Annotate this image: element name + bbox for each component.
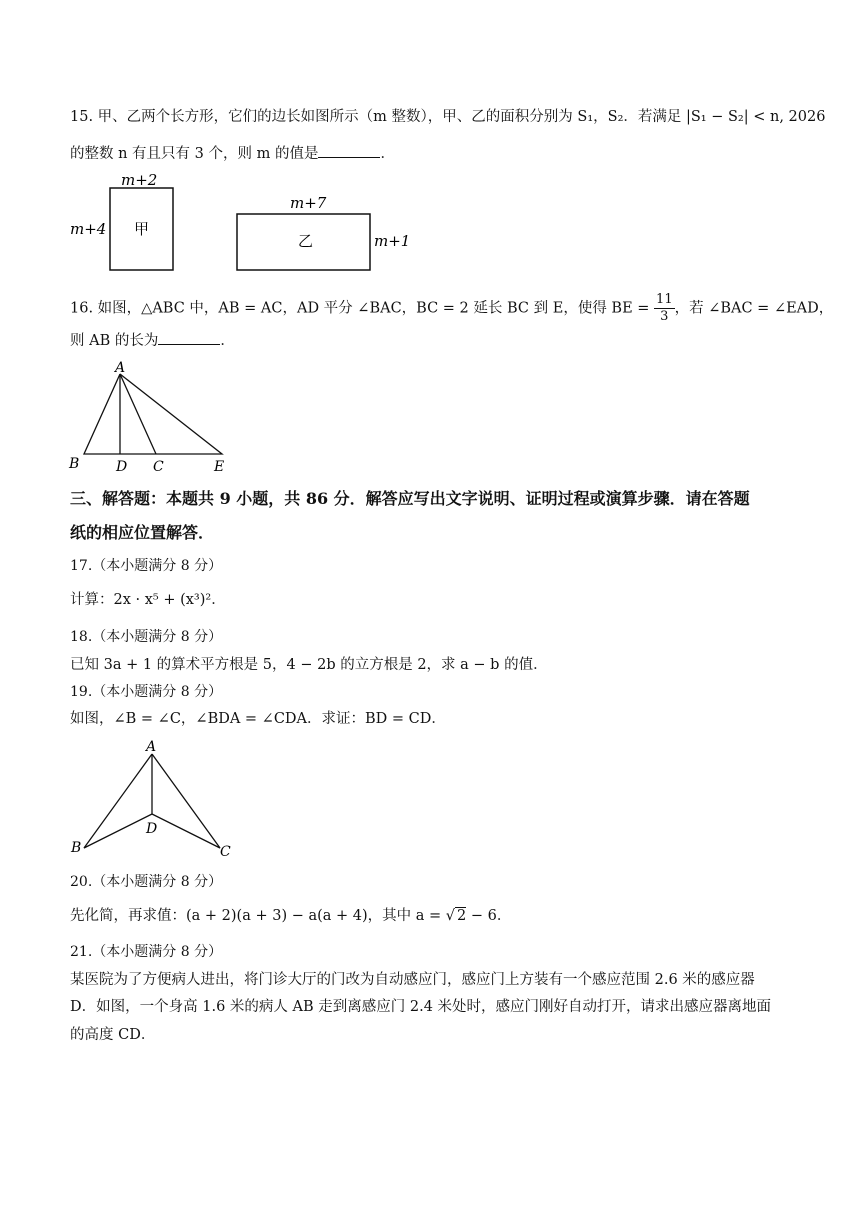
point-c-label: C xyxy=(220,844,231,860)
q20-heading: 20.（本小题满分 8 分） xyxy=(70,874,223,890)
q17-heading: 17.（本小题满分 8 分） xyxy=(70,558,223,574)
q19-body: 如图，∠B = ∠C，∠BDA = ∠CDA．求证：BD = CD． xyxy=(70,711,446,727)
q15-answer-blank xyxy=(318,143,380,158)
q19-figure xyxy=(66,738,246,862)
yi-top-label: m+7 xyxy=(290,194,327,212)
q16-line2-end: ． xyxy=(220,333,235,349)
q16-answer-blank xyxy=(158,330,220,345)
point-e-label: E xyxy=(214,459,225,475)
q15-line2-end: ． xyxy=(380,146,395,162)
jia-center-label: 甲 xyxy=(134,220,150,238)
q16-triangle-figure xyxy=(66,360,246,478)
jia-top-label: m+2 xyxy=(121,171,158,189)
q17-body: 计算：2x · x⁵ + (x³)²． xyxy=(70,592,226,608)
q20-body-text: 先化简，再求值：(a + 2)(a + 3) − a(a + 4)，其中 a = √ xyxy=(70,908,456,924)
q15-line2 xyxy=(70,143,395,164)
yi-right-label: m+1 xyxy=(374,232,411,250)
q15-line2-text: 的整数 n 有且只有 3 个，则 m 的值是 xyxy=(70,146,319,162)
point-d-label: D xyxy=(116,459,128,475)
q21-line2: D．如图，一个身高 1.6 米的病人 AB 走到离感应门 2.4 米处时，感应门刚好自动打开，请求出感应器离地面 xyxy=(70,999,772,1015)
q16-fraction xyxy=(654,292,675,325)
q16-frac-numerator: 11 xyxy=(656,292,673,307)
q16-line1-end: ，若 ∠BAC = ∠EAD， xyxy=(674,300,834,317)
jia-left-label: m+4 xyxy=(70,220,107,238)
point-a-label: A xyxy=(115,360,126,376)
q16-frac-denominator: 3 xyxy=(660,309,669,324)
q21-line1: 某医院为了方便病人进出，将门诊大厅的门改为自动感应门，感应门上方装有一个感应范围 2.6 米的感应器 xyxy=(70,972,755,988)
triangle-abe xyxy=(84,374,222,454)
point-a-label: A xyxy=(146,739,157,755)
section3-heading-line2: 纸的相应位置解答． xyxy=(70,523,215,542)
q20-body xyxy=(70,906,511,926)
q20-body-end: − 6． xyxy=(466,908,512,924)
q21-line3: 的高度 CD． xyxy=(70,1027,156,1043)
point-b-label: B xyxy=(71,840,82,856)
q20-sqrt-arg: 2 xyxy=(457,908,467,924)
yi-center-label: 乙 xyxy=(298,232,314,250)
q15-line1: 15. 甲、乙两个长方形，它们的边长如图所示（m 整数），甲、乙的面积分别为 S₁，S₂．若满足 |S₁ − S₂| < n, 2026 xyxy=(70,109,826,125)
q15-rectangles-figure xyxy=(66,168,426,276)
section3-heading-line1: 三、解答题：本题共 9 小题，共 86 分．解答应写出文字说明、证明过程或演算步骤．请在答题 xyxy=(70,489,750,508)
segment-ac xyxy=(120,374,156,454)
point-b-label: B xyxy=(69,456,80,472)
q21-heading: 21.（本小题满分 8 分） xyxy=(70,944,223,960)
q18-heading: 18.（本小题满分 8 分） xyxy=(70,629,223,645)
q16-line1-text: 16. 如图，△ABC 中，AB = AC，AD 平分 ∠BAC，BC = 2 延长 BC 到 E，使得 BE = xyxy=(70,300,655,317)
q18-body: 已知 3a + 1 的算术平方根是 5，4 − 2b 的立方根是 2，求 a − b 的值． xyxy=(70,657,548,673)
q16-line2-text: 则 AB 的长为 xyxy=(70,333,159,349)
q16-line2 xyxy=(70,330,235,351)
q19-heading: 19.（本小题满分 8 分） xyxy=(70,684,223,700)
point-d-label: D xyxy=(146,821,158,837)
q16-line1 xyxy=(70,292,833,325)
point-c-label: C xyxy=(153,459,164,475)
